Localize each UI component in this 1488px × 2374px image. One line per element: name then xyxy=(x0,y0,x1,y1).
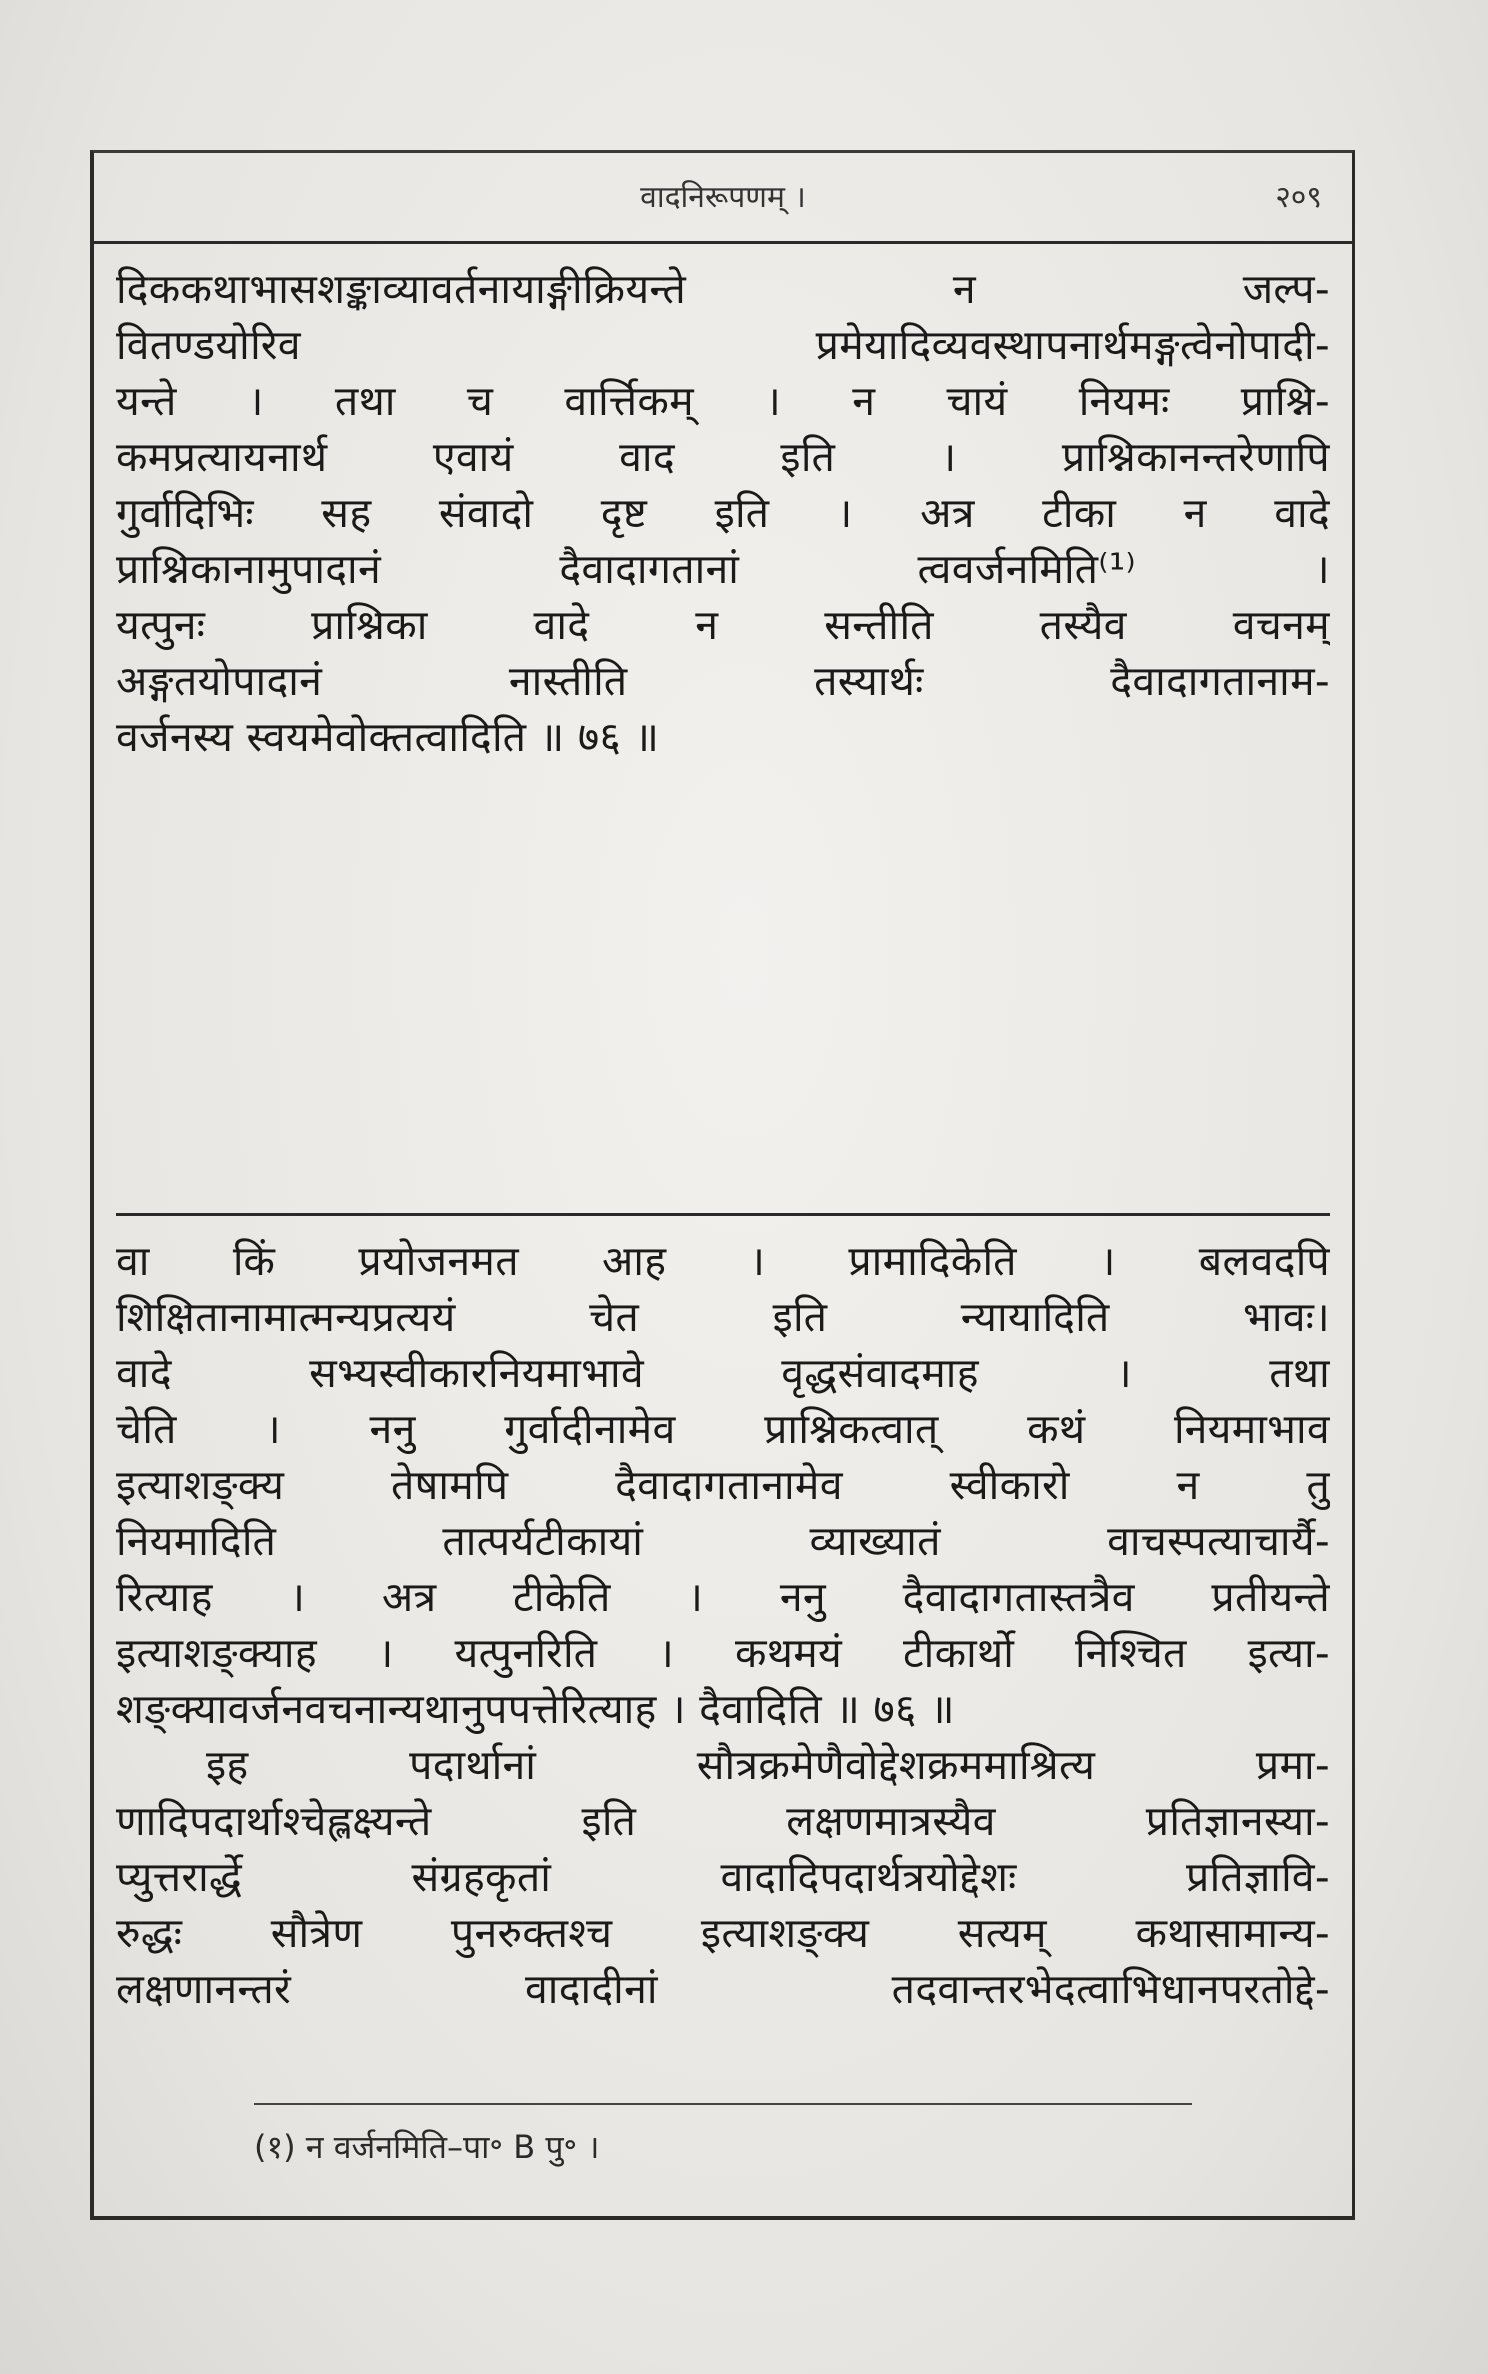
commentary-text-block xyxy=(116,1233,1330,2017)
text-line: इह पदार्थानां सौत्रक्रमेणैवोद्देशक्रममाश्रित्य प्रमा- xyxy=(206,1741,1330,1789)
text-line: यन्ते । तथा च वार्त्तिकम् । न चायं नियमः प्राश्नि- xyxy=(116,377,1330,425)
footnote: (१) न वर्जनमिति–पा॰ B पु॰ । xyxy=(254,2128,600,2166)
page-frame xyxy=(90,150,1355,2220)
text-line: इत्याशङ्क्याह । यत्पुनरिति । कथमयं टीकार्थो निश्चित इत्या- xyxy=(116,1629,1330,1677)
text-line: दिककथाभासशङ्काव्यावर्तनायाङ्गीक्रियन्ते न जल्प- xyxy=(116,265,1330,313)
text-line: गुर्वादिभिः सह संवादो दृष्ट इति । अत्र टीका न वादे xyxy=(116,489,1330,537)
text-line: वा किं प्रयोजनमत आह । प्रामादिकेति । बलवदपि xyxy=(116,1237,1330,1285)
text-line: शङ्क्यावर्जनवचनान्यथानुपपत्तेरित्याह । दैवादिति ॥ ७६ ॥ xyxy=(116,1685,955,1733)
text-line: यत्पुनः प्राश्निका वादे न सन्तीति तस्यैव वचनम् xyxy=(116,601,1330,649)
text-line: प्राश्निकानामुपादानं दैवादागतानां त्ववर्जनमिति⁽¹⁾ । xyxy=(116,545,1330,593)
text-line: कमप्रत्यायनार्थ एवायं वाद इति । प्राश्निकानन्तरेणापि xyxy=(116,433,1330,481)
text-line: वितण्डयोरिव प्रमेयादिव्यवस्थापनार्थमङ्गत्वेनोपादी- xyxy=(116,321,1330,369)
text-line: णादिपदार्थाश्चेह्लक्ष्यन्ते इति लक्षणमात्रस्यैव प्रतिज्ञानस्या- xyxy=(116,1797,1330,1845)
text-line: रुद्धः सौत्रेण पुनरुक्तश्च इत्याशङ्क्य सत्यम् कथासामान्य- xyxy=(116,1909,1330,1957)
footnote-divider xyxy=(254,2103,1192,2105)
running-title: वादनिरूपणम् । xyxy=(640,180,806,215)
text-line: चेति । ननु गुर्वादीनामेव प्राश्निकत्वात् कथं नियमाभाव xyxy=(116,1405,1330,1453)
text-line: अङ्गतयोपादानं नास्तीति तस्यार्थः दैवादागतानाम- xyxy=(116,657,1330,705)
page-header xyxy=(94,153,1352,244)
text-line: लक्षणानन्तरं वादादीनां तदवान्तरभेदत्वाभिधानपरतोद्दे- xyxy=(116,1965,1330,2013)
text-line: प्युत्तरार्द्धे संग्रहकृतां वादादिपदार्थत्रयोद्देशः प्रतिज्ञावि- xyxy=(116,1853,1330,1901)
section-divider xyxy=(116,1213,1330,1216)
main-text-block xyxy=(116,261,1330,765)
text-line: रित्याह । अत्र टीकेति । ननु दैवादागतास्तत्रैव प्रतीयन्ते xyxy=(116,1573,1330,1621)
text-line: इत्याशङ्क्य तेषामपि दैवादागतानामेव स्वीकारो न तु xyxy=(116,1461,1330,1509)
text-line: वादे सभ्यस्वीकारनियमाभावे वृद्धसंवादमाह । तथा xyxy=(116,1349,1330,1397)
text-line: वर्जनस्य स्वयमेवोक्तत्वादिति ॥ ७६ ॥ xyxy=(116,713,660,761)
text-line: नियमादिति तात्पर्यटीकायां व्याख्यातं वाचस्पत्याचार्यै- xyxy=(116,1517,1330,1565)
text-line: शिक्षितानामात्मन्यप्रत्ययं चेत इति न्यायादिति भावः। xyxy=(116,1293,1330,1341)
page-number: २०९ xyxy=(1275,180,1322,215)
